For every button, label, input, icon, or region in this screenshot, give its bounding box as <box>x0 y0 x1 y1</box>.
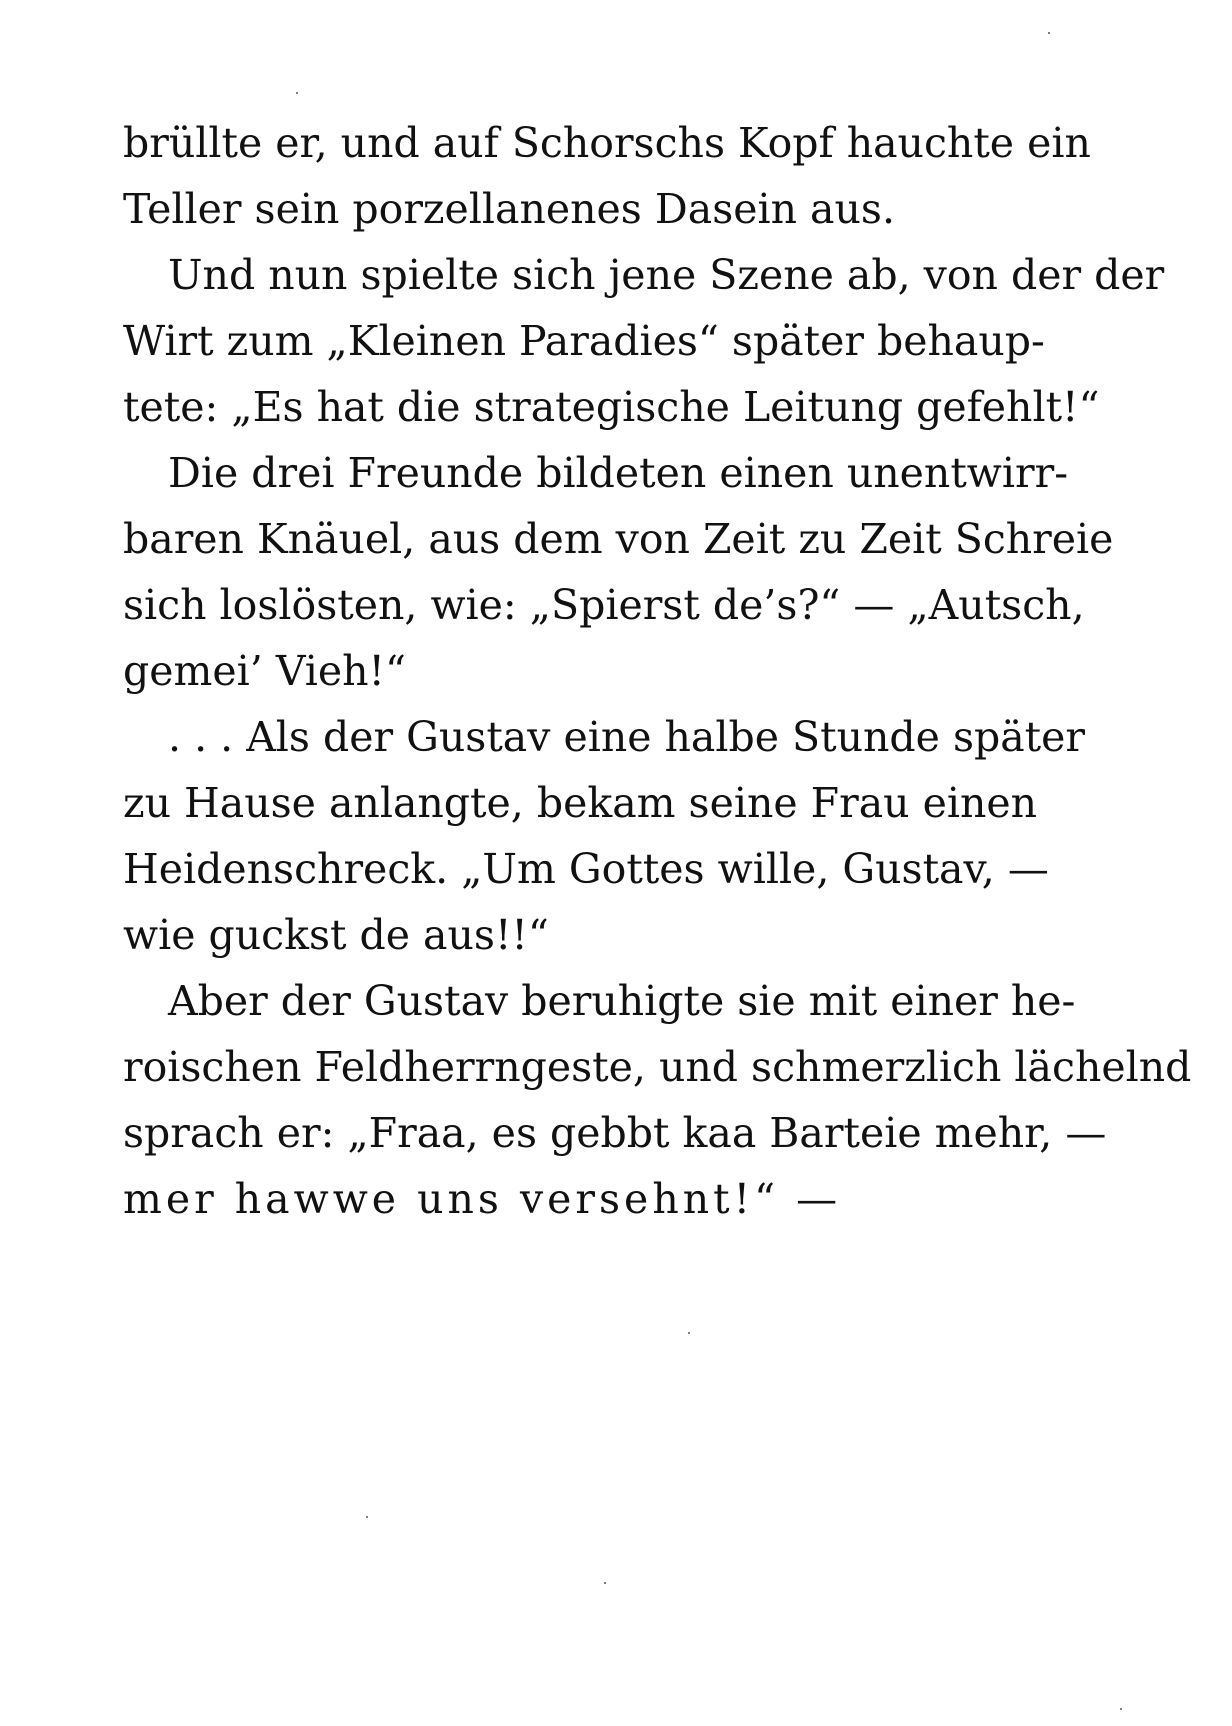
text-line: Und nun spielte sich jene Szene ab, von der der <box>168 251 1165 299</box>
text-line: . . . Als der Gustav eine halbe Stunde später <box>168 713 1086 761</box>
text-line: sich loslösten, wie: „Spierst de’s?“ — „Autsch, <box>123 581 1085 629</box>
scan-speck <box>296 92 298 94</box>
paragraph-2 <box>123 242 1165 440</box>
text-line: sprach er: „Fraa, es gebbt kaa Barteie mehr, — <box>123 1109 1107 1157</box>
scan-speck <box>1120 1708 1122 1710</box>
text-line: Die drei Freunde bildeten einen unentwirr- <box>168 449 1069 497</box>
text-line: Aber der Gustav beruhigte sie mit einer he- <box>168 977 1076 1025</box>
paragraph-3 <box>123 440 1114 704</box>
text-block <box>123 110 1192 1232</box>
text-line: mer hawwe uns versehnt!“ — <box>123 1175 842 1223</box>
paragraph-4 <box>123 704 1086 968</box>
scan-speck <box>366 1516 368 1518</box>
scan-speck <box>688 1332 690 1334</box>
text-line: zu Hause anlangte, bekam seine Frau einen <box>123 779 1038 827</box>
text-line: roischen Feldherrngeste, und schmerzlich lächelnd <box>123 1043 1192 1091</box>
text-line: Wirt zum „Kleinen Paradies“ später behaup- <box>123 317 1045 365</box>
scan-speck <box>604 1582 606 1584</box>
text-line: brüllte er, und auf Schorschs Kopf hauchte ein <box>123 119 1091 167</box>
text-line: tete: „Es hat die strategische Leitung gefehlt!“ <box>123 383 1100 431</box>
text-line: Heidenschreck. „Um Gottes wille, Gustav, — <box>123 845 1049 893</box>
scan-speck <box>1048 32 1050 34</box>
paragraph-1 <box>123 110 1091 242</box>
text-line: baren Knäuel, aus dem von Zeit zu Zeit Schreie <box>123 515 1114 563</box>
paragraph-5 <box>123 968 1192 1232</box>
text-line: wie guckst de aus!!“ <box>123 911 549 959</box>
text-line: Teller sein porzellanenes Dasein aus. <box>123 185 895 233</box>
text-line: gemei’ Vieh!“ <box>123 647 406 695</box>
